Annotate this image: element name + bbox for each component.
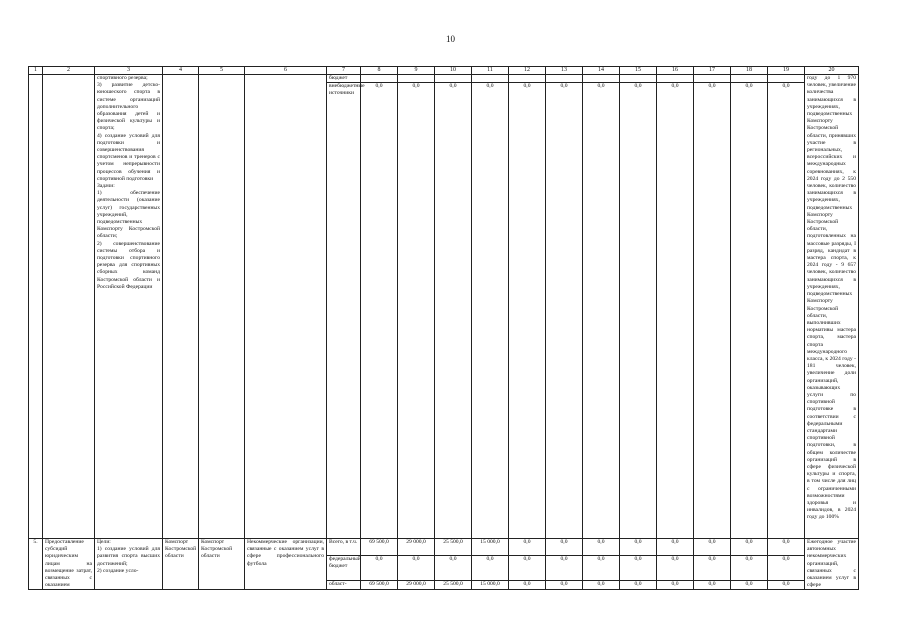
value-cell: 0,0: [620, 555, 657, 581]
value-cell: 0,0: [768, 539, 805, 556]
value-cell: 0,0: [731, 83, 768, 539]
col-header: 10: [435, 67, 472, 75]
col-header: 3: [95, 67, 163, 75]
value-cell: 0,0: [583, 555, 620, 581]
value-cell: 0,0: [694, 555, 731, 581]
value-cell: 0,0: [657, 581, 694, 590]
executor-cell: Комспорт Костромской области: [199, 539, 245, 590]
col-header: 4: [163, 67, 199, 75]
value-cell: 69 500,0: [361, 581, 398, 590]
value-cell: 0,0: [768, 555, 805, 581]
row-number: 5.: [29, 539, 43, 590]
value-cell: 0,0: [435, 555, 472, 581]
value-cell: 0,0: [768, 581, 805, 590]
value-cell: 0,0: [546, 581, 583, 590]
col-header: 5: [199, 67, 245, 75]
value-cell: 25 500,0: [435, 539, 472, 556]
col-header: 16: [657, 67, 694, 75]
col-header: 12: [509, 67, 546, 75]
value-cell: 15 000,0: [472, 539, 509, 556]
value-cell: 0,0: [731, 581, 768, 590]
col-header: 17: [694, 67, 731, 75]
program-table: [28, 66, 859, 590]
value-cell: 0,0: [472, 83, 509, 539]
col-header: 20: [805, 67, 859, 75]
table-row: [29, 75, 859, 83]
indicators-cell: году до 1 970 человек, увеличение количества занимающихся в учреждениях, подведомственных Комспорту Костромской области, принявших участие в региональных, всероссийских и международных соревнованиях, к 2024 году до 2 550 человек, количество занимающихся в учреждениях, подведомственных Комспорту Костромской области, подготовленных на массовые разряды, I разряд, кандидат в мастера спорта, к 2024 году - 9 657 человек, количество занимающихся в учреждениях, подведомственных Комспорту Костромской области, выполнивших нормативы мастера спорта, мастера спорта международного класса, к 2024 году - 181 человек, увеличение доли организаций, оказывающих услуги по спортивной подготовке в соответствии с федеральными стандартами спортивной подготовки, в общем количестве организаций в сфере физической культуры и спорта, в том числе для лиц с ограниченными возможностями здоровья и инвалидов, в 2024 году до 100%: [805, 75, 859, 539]
col-header: 7: [327, 67, 361, 75]
value-cell: 0,0: [546, 555, 583, 581]
activity-cell: Некоммерческие организации, связанные с оказанием услуг в сфере профессионального футбола: [245, 539, 327, 590]
value-cell: 0,0: [472, 555, 509, 581]
value-cell: 0,0: [657, 555, 694, 581]
page-number: 10: [446, 34, 455, 44]
column-number-row: [29, 67, 859, 75]
value-cell: 29 000,0: [398, 539, 435, 556]
col-header: 9: [398, 67, 435, 75]
activity-name: Предоставление субсидий юридическим лицам на возмещение затрат, связанных с оказанием: [43, 539, 95, 590]
col-header: 19: [768, 67, 805, 75]
col-header: 14: [583, 67, 620, 75]
value-cell: 0,0: [435, 83, 472, 539]
value-cell: 29 000,0: [398, 581, 435, 590]
value-cell: 0,0: [398, 83, 435, 539]
table-row: [29, 539, 859, 556]
source-cell: бюджет: [327, 75, 361, 83]
value-cell: 0,0: [361, 83, 398, 539]
goals-cell: Цели: 1) создание условий для развития спорта высших достижений; 2) создание усло-: [95, 539, 163, 590]
col-header: 11: [472, 67, 509, 75]
result-cell: Ежегодное участие автономных некоммерческих организаций, связанных с оказанием услуг в сфере: [805, 539, 859, 590]
value-cell: 0,0: [509, 555, 546, 581]
value-cell: 0,0: [620, 539, 657, 556]
col-header: 6: [245, 67, 327, 75]
value-cell: 0,0: [546, 83, 583, 539]
value-cell: 0,0: [731, 555, 768, 581]
customer-cell: Комспорт Костромской области: [163, 539, 199, 590]
value-cell: 0,0: [657, 83, 694, 539]
value-cell: 25 500,0: [435, 581, 472, 590]
source-cell: област-: [327, 581, 361, 590]
col-header: 18: [731, 67, 768, 75]
value-cell: 0,0: [398, 555, 435, 581]
value-cell: 0,0: [509, 83, 546, 539]
value-cell: 0,0: [694, 581, 731, 590]
value-cell: 15 000,0: [472, 581, 509, 590]
value-cell: 0,0: [361, 555, 398, 581]
goals-cell: спортивного резерва; 3) развитие детско-юношеского спорта в системе организаций дополнительного образования детей и физической культуры и спорта; 4) создание условий для подготовки и совершенствования спортсменов и тренеров с учетом непрерывности процессов обучения и спортивной подготовки Задачи: 1) обеспечение деятельности (оказание услуг) государственных учреждений, подведомственных Комспорту Костромской области; 2) совершенствование системы отбора и подготовки спортивного резерва для спортивных сборных команд Костромской области и Российской Федерации: [95, 75, 163, 539]
source-cell: внебюджетные источники: [327, 83, 361, 539]
value-cell: 0,0: [509, 539, 546, 556]
value-cell: 0,0: [620, 581, 657, 590]
source-cell: федеральный бюджет: [327, 555, 361, 581]
value-cell: 69 500,0: [361, 539, 398, 556]
value-cell: 0,0: [694, 83, 731, 539]
value-cell: 0,0: [583, 539, 620, 556]
value-cell: 0,0: [694, 539, 731, 556]
value-cell: 0,0: [583, 83, 620, 539]
col-header: 2: [43, 67, 95, 75]
value-cell: 0,0: [768, 83, 805, 539]
col-header: 8: [361, 67, 398, 75]
value-cell: 0,0: [620, 83, 657, 539]
value-cell: 0,0: [546, 539, 583, 556]
col-header: 15: [620, 67, 657, 75]
value-cell: 0,0: [657, 539, 694, 556]
col-header: 1: [29, 67, 43, 75]
source-cell: Всего, в т.ч.: [327, 539, 361, 556]
col-header: 13: [546, 67, 583, 75]
value-cell: 0,0: [731, 539, 768, 556]
value-cell: 0,0: [509, 581, 546, 590]
value-cell: 0,0: [583, 581, 620, 590]
